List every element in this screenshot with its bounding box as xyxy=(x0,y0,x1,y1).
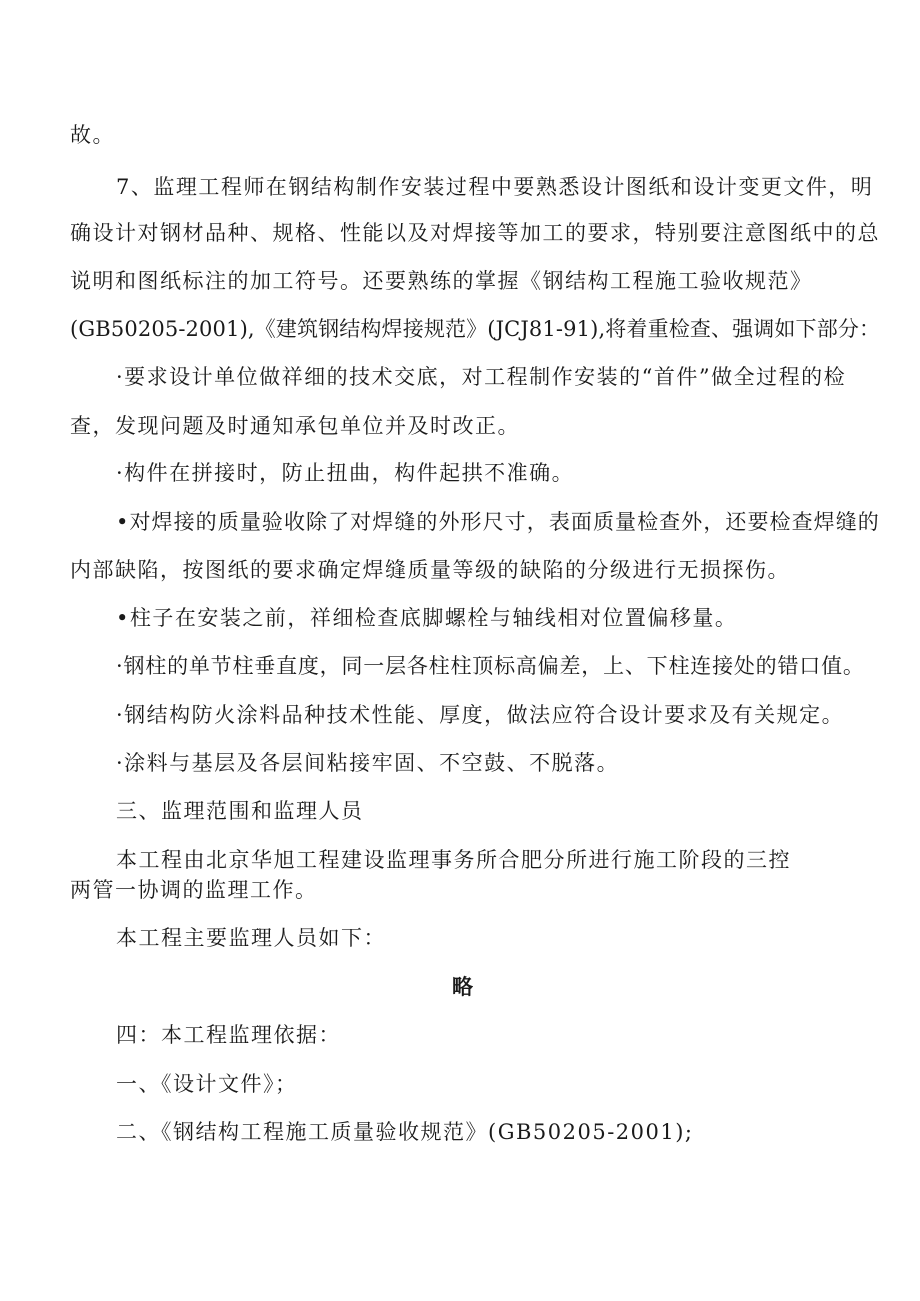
basis-item-2: 二、《钢结构工程施工质量验收规范》(GB50205-2001); xyxy=(116,1120,694,1144)
text-line-item-7-cont-2: 说明和图纸标注的加工符号。还要熟练的掌握《钢结构工程施工验收规范》 xyxy=(70,269,813,293)
text-line-staff-intro: 本工程主要监理人员如下： xyxy=(116,926,386,950)
text-line-bullet-3: •对焊接的质量验收除了对焊缝的外形尺寸，表面质量检查外，还要检查焊缝的 xyxy=(116,510,880,534)
text-line-bullet-1-cont: 查，发现问题及时通知承包单位并及时改正。 xyxy=(70,414,520,438)
section-heading-basis: 四：本工程监理依据： xyxy=(116,1023,341,1047)
text-line-bullet-7: ·涂料与基层及各层间粘接牢固、不空鼓、不脱落。 xyxy=(116,751,620,775)
text-line-bullet-4: •柱子在安装之前，祥细检查底脚螺栓与轴线相对位置偏移量。 xyxy=(116,606,738,630)
section-heading-scope-staff: 三、监理范围和监理人员 xyxy=(116,799,364,823)
text-line-bullet-1: ·要求设计单位做祥细的技术交底，对工程制作安装的“首件”做全过程的检 xyxy=(116,365,847,389)
text-line-item-7-start: 7、监理工程师在钢结构制作安装过程中要熟悉设计图纸和设计变更文件，明 xyxy=(116,175,874,199)
text-line-bullet-2: ·构件在拼接时，防止扭曲，构件起拱不准确。 xyxy=(116,461,575,485)
basis-item-1: 一、《设计文件》； xyxy=(116,1072,298,1096)
staff-omitted-label: 略 xyxy=(452,974,475,999)
text-line-item-7-cont-1: 确设计对钢材品种、规格、性能以及对焊接等加工的要求，特别要注意图纸中的总 xyxy=(70,221,880,245)
text-line-item-7-cont-3: (GB50205-2001),《建筑钢结构焊接规范》(JCJ81-91),将着重检查、强调如下部分： xyxy=(70,317,881,341)
text-line-scope: 本工程由北京华旭工程建设监理事务所合肥分所进行施工阶段的三控 xyxy=(116,848,791,872)
text-line-bullet-5: ·钢柱的单节柱垂直度，同一层各柱柱顶标高偏差，上、下柱连接处的错口值。 xyxy=(116,654,865,678)
text-line-continuation: 故。 xyxy=(70,123,115,147)
text-line-scope-cont: 两管一协调的监理工作。 xyxy=(70,878,318,902)
text-line-bullet-3-cont: 内部缺陷，按图纸的要求确定焊缝质量等级的缺陷的分级进行无损探伤。 xyxy=(70,558,790,582)
text-line-bullet-6: ·钢结构防火涂料品种技术性能、厚度，做法应符合设计要求及有关规定。 xyxy=(116,703,845,727)
